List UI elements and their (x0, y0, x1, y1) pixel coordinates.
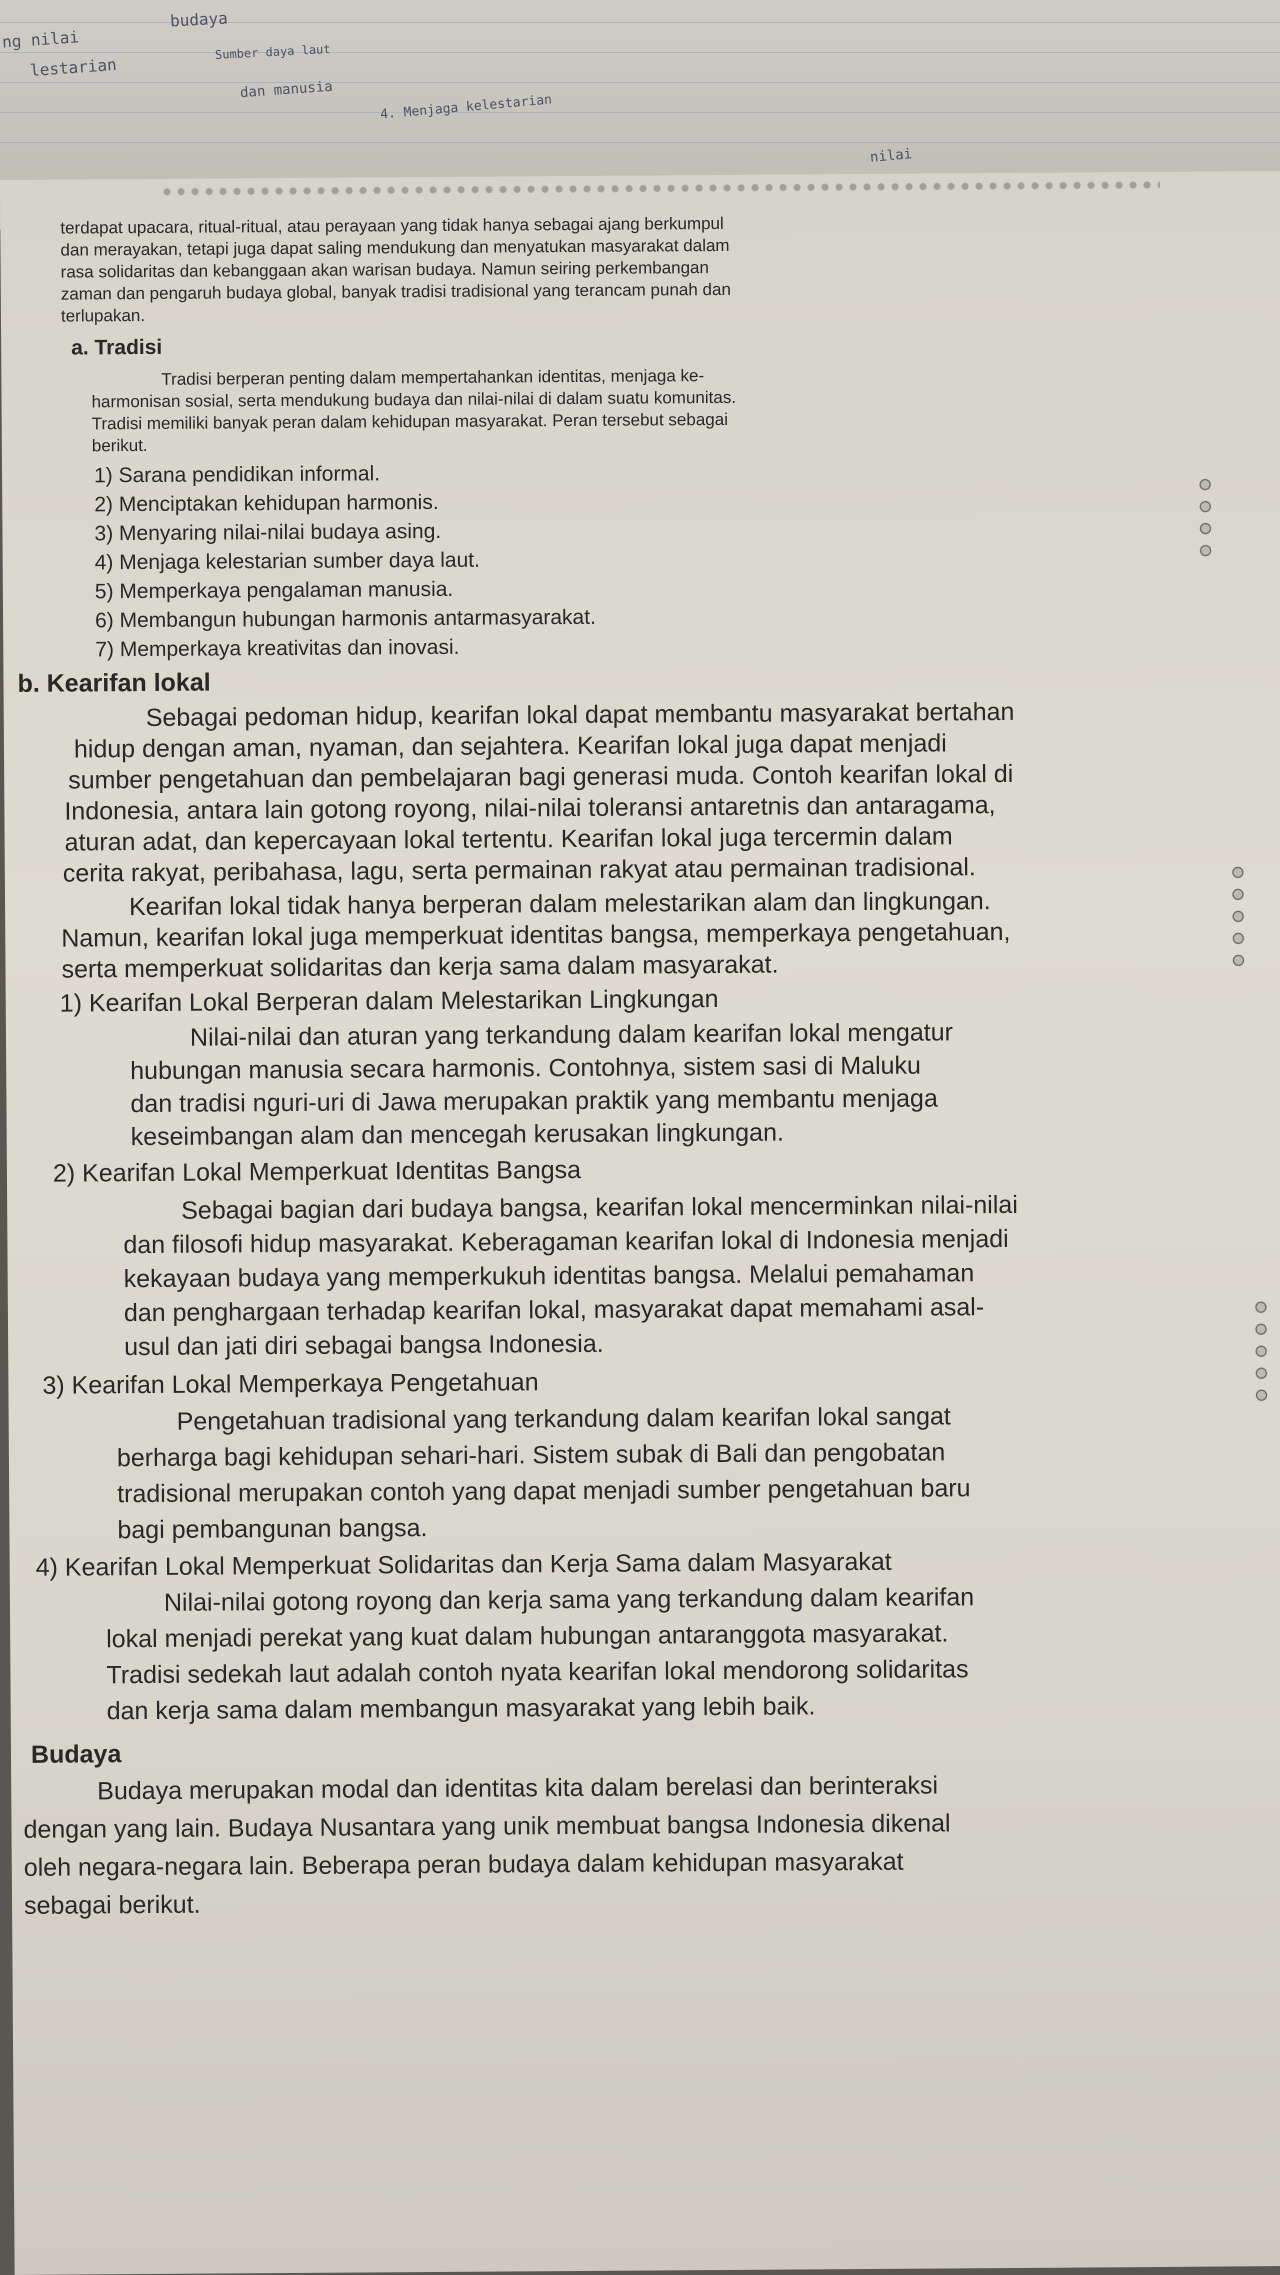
budaya-paragraph-line: sebagai berikut. (23, 1890, 201, 1920)
kearifan-section-line: Nilai-nilai gotong royong dan kerja sama yang terkandung dalam kearifan (163, 1583, 975, 1617)
kearifan-paragraph-line: Sebagai pedoman hidup, kearifan lokal dapat membantu masyarakat bertahan (145, 697, 1015, 732)
kearifan-section-line: dan filosofi hidup masyarakat. Keberagaman kearifan lokal di Indonesia menjadi (123, 1224, 1009, 1260)
kearifan-section-line: hubungan manusia secara harmonis. Contohnya, sistem sasi di Maluku (130, 1051, 922, 1086)
handwriting-1: ng nilai (1, 27, 80, 52)
kearifan-section-line: bagi pembangunan bangsa. (117, 1514, 428, 1545)
kearifan-subheading: 2) Kearifan Lokal Memperkuat Identitas Bangsa (52, 1155, 582, 1188)
kearifan-section-line: Sebagai bagian dari budaya bangsa, kearifan lokal mencerminkan nilai-nilai (181, 1190, 1018, 1225)
kearifan-paragraph-line: serta memperkuat solidaritas dan kerja sama dalam masyarakat. (61, 950, 779, 984)
handwriting-2: budaya (169, 8, 229, 31)
section-heading-tradisi: a. Tradisi (71, 335, 163, 360)
tradisi-list-item: 4) Menjaga kelestarian sumber daya laut. (94, 548, 480, 575)
kearifan-section-line: usul dan jati diri sebagai bangsa Indonesia. (124, 1329, 604, 1362)
tradisi-paragraph-line: Tradisi berperan penting dalam mempertahankan identitas, menjaga ke- (161, 366, 705, 389)
kearifan-section-line: Pengetahuan tradisional yang terkandung dalam kearifan lokal sangat (176, 1402, 951, 1436)
kearifan-subheading: 4) Kearifan Lokal Memperkuat Solidaritas dan Kerja Sama dalam Masyarakat (35, 1547, 892, 1582)
kearifan-section-line: kekayaan budaya yang memperkukuh identitas bangsa. Melalui pemahaman (123, 1259, 975, 1294)
kearifan-section-line: dan kerja sama dalam membangun masyarakat yang lebih baik. (106, 1692, 816, 1726)
kearifan-paragraph-line: sumber pengetahuan dan pembelajaran bagi generasi muda. Contoh kearifan lokal di (68, 759, 1014, 795)
tradisi-list-item: 6) Membangun hubungan harmonis antarmasyarakat. (94, 605, 596, 633)
kearifan-paragraph-line: aturan adat, dan kepercayaan lokal tertentu. Kearifan lokal juga tercermin dalam (64, 822, 953, 857)
intro-line: terlupakan. (60, 305, 146, 326)
book-page (0, 171, 1280, 2275)
tradisi-paragraph-line: Tradisi memiliki banyak peran dalam kehidupan masyarakat. Peran tersebut sebagai (91, 409, 729, 434)
tradisi-list-item: 1) Sarana pendidikan informal. (93, 462, 381, 488)
kearifan-section-line: Tradisi sedekah laut adalah contoh nyata kearifan lokal mendorong solidaritas (106, 1655, 969, 1690)
tradisi-list-item: 7) Memperkaya kreativitas dan inovasi. (95, 635, 460, 662)
handwriting-7: nilai (869, 146, 913, 166)
tradisi-list-item: 5) Memperkaya pengalaman manusia. (94, 577, 454, 604)
kearifan-section-line: lokal menjadi perekat yang kuat dalam hubungan antaranggota masyarakat. (106, 1619, 949, 1654)
kearifan-paragraph-line: cerita rakyat, peribahasa, lagu, serta permainan rakyat atau permainan tradisional. (62, 853, 976, 888)
kearifan-section-line: Nilai-nilai dan aturan yang terkandung dalam kearifan lokal mengatur (189, 1018, 954, 1052)
handwriting-6: 4. Menjaga kelestarian (379, 92, 553, 123)
kearifan-paragraph-line: hidup dengan aman, nyaman, dan sejahtera. Kearifan lokal juga dapat menjadi (73, 729, 947, 764)
section-heading-budaya: Budaya (30, 1740, 122, 1769)
budaya-paragraph-line: oleh negara-negara lain. Beberapa peran budaya dalam kehidupan masyarakat (23, 1847, 904, 1882)
intro-line: rasa solidaritas dan kebanggaan akan warisan budaya. Namun seiring perkembangan (60, 258, 710, 282)
kearifan-subheading: 3) Kearifan Lokal Memperkaya Pengetahuan (42, 1368, 539, 1400)
kearifan-paragraph-line: Namun, kearifan lokal juga memperkuat identitas bangsa, memperkaya pengetahuan, (61, 917, 1011, 953)
binder-holes-middle (1231, 861, 1246, 971)
binder-holes-lower (1254, 1296, 1269, 1406)
tradisi-paragraph-line: berikut. (91, 435, 148, 456)
handwriting-4: Sumber daya laut (214, 41, 331, 63)
handwriting-5: dan manusia (239, 78, 334, 102)
section-heading-kearifan-lokal: b. Kearifan lokal (17, 668, 211, 698)
binder-holes-upper (1198, 474, 1213, 564)
kearifan-subheading: 1) Kearifan Lokal Berperan dalam Melestarikan Lingkungan (59, 985, 719, 1018)
tradisi-list-item: 2) Menciptakan kehidupan harmonis. (94, 490, 439, 517)
kearifan-paragraph-line: Kearifan lokal tidak hanya berperan dalam melestarikan alam dan lingkungan. (128, 887, 991, 922)
kearifan-paragraph-line: Indonesia, antara lain gotong royong, nilai-nilai toleransi antaretnis dan antaragama, (64, 791, 996, 826)
intro-line: zaman dan pengaruh budaya global, banyak tradisi tradisional yang terancam punah dan (60, 279, 731, 304)
kearifan-section-line: tradisional merupakan contoh yang dapat menjadi sumber pengetahuan baru (117, 1474, 971, 1509)
kearifan-section-line: keseimbangan alam dan mencegah kerusakan lingkungan. (130, 1118, 784, 1152)
kearifan-section-line: berharga bagi kehidupan sehari-hari. Sistem subak di Bali dan pengobatan (116, 1438, 946, 1473)
handwriting-3: lestarian (29, 54, 118, 81)
kearifan-section-line: dan tradisi nguri-uri di Jawa merupakan praktik yang membantu menjaga (130, 1084, 938, 1119)
tradisi-paragraph-line: harmonisan sosial, serta mendukung budaya dan nilai-nilai di dalam suatu komunitas. (91, 387, 737, 412)
intro-line: dan merayakan, tetapi juga dapat saling mendukung dan menyatukan masyarakat dalam (60, 235, 730, 260)
budaya-paragraph-line: dengan yang lain. Budaya Nusantara yang unik membuat bangsa Indonesia dikenal (23, 1809, 951, 1844)
budaya-paragraph-line: Budaya merupakan modal dan identitas kita dalam berelasi dan berinteraksi (97, 1771, 939, 1806)
page-text (0, 171, 1280, 2275)
intro-line: terdapat upacara, ritual-ritual, atau perayaan yang tidak hanya sebagai ajang berkumpul (60, 213, 724, 238)
tradisi-list-item: 3) Menyaring nilai-nilai budaya asing. (94, 519, 442, 546)
kearifan-section-line: dan penghargaan terhadap kearifan lokal, masyarakat dapat memahami asal- (123, 1293, 985, 1328)
